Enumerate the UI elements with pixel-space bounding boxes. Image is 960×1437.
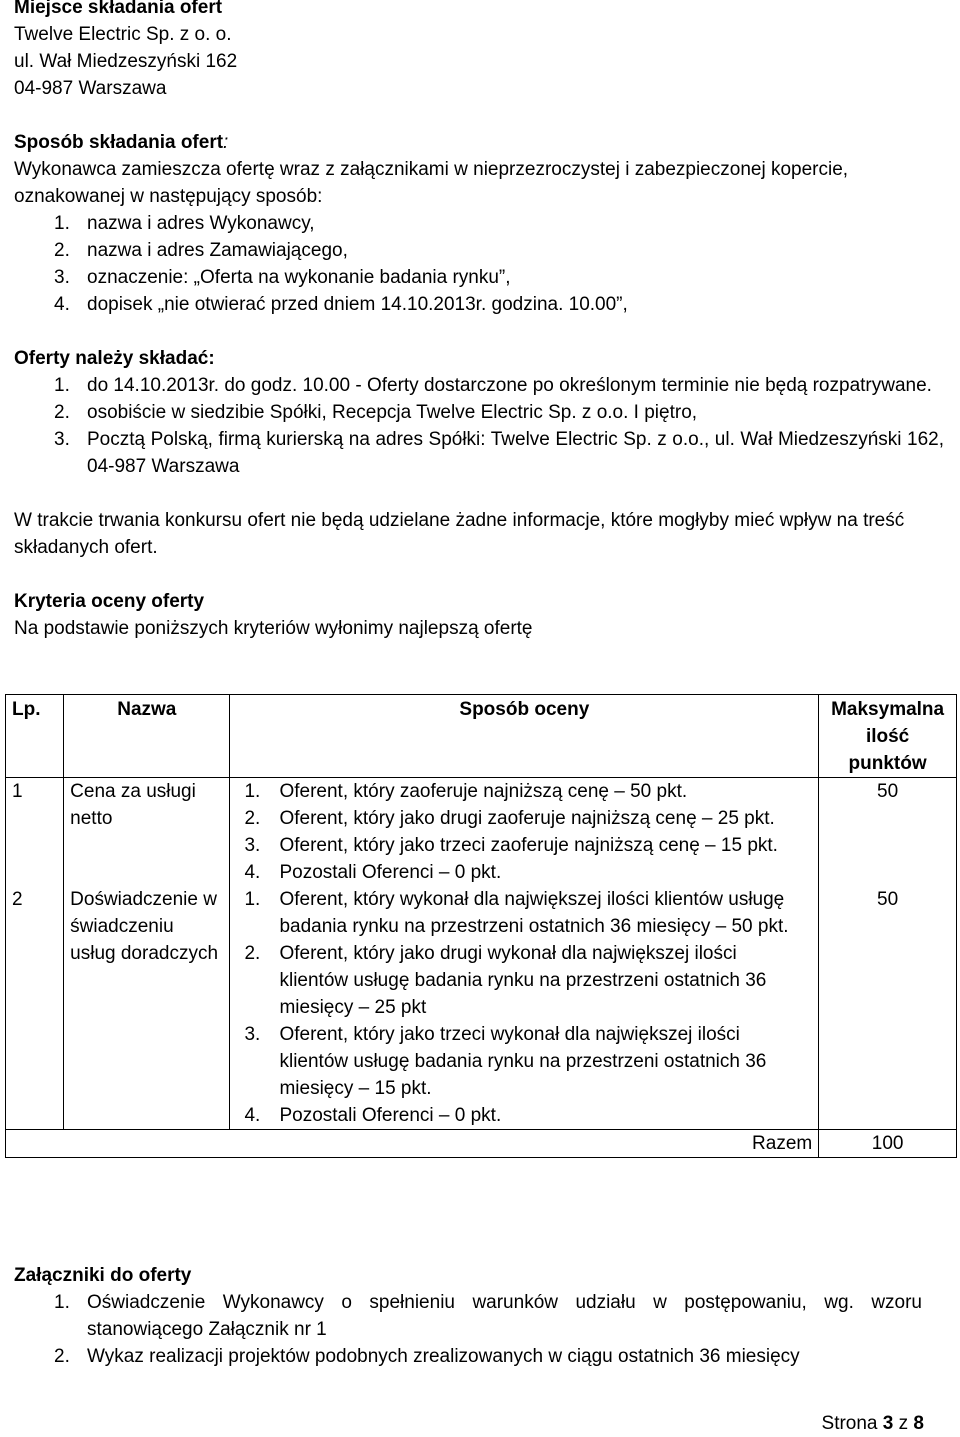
criteria-point: 1. Oferent, który zaoferuje najniższą cenę – 50 pkt.	[244, 781, 688, 802]
method-list-item: 2. nazwa i adres Zamawiającego,	[54, 240, 348, 261]
attachments-heading: Załączniki do oferty	[14, 1265, 192, 1286]
company-street: ul. Wał Miedzeszyński 162	[14, 51, 238, 72]
method-heading: Sposób składania ofert:	[14, 132, 229, 153]
col-method: Sposób oceny	[230, 695, 819, 778]
criteria-point: 3. Oferent, który jako trzeci zaoferuje najniższą cenę – 15 pkt.	[244, 835, 778, 856]
method-intro: Wykonawca zamieszcza ofertę wraz z załącznikami w nieprzezroczystej i zabezpieczonej kopercie, oznakowanej w następujący sposób:	[14, 159, 849, 207]
criteria-lp: 2	[6, 886, 64, 1130]
notice-text: W trakcie trwania konkursu ofert nie będą udzielane żadne informacje, które mogłyby mieć wpływ na treść składanych ofert.	[14, 510, 905, 558]
document-page	[14, 0, 944, 642]
submit-list-item: 2. osobiście w siedzibie Spółki, Recepcja Twelve Electric Sp. z o.o. I piętro,	[54, 402, 698, 423]
criteria-name: Cena za usługi netto	[64, 778, 230, 887]
criteria-method	[230, 886, 819, 1130]
total-row	[6, 1130, 957, 1158]
total-value: 100	[819, 1130, 957, 1158]
criteria-max-points: 50	[819, 778, 957, 887]
criteria-point: 3. Oferent, który jako trzeci wykonał dla największej ilości klientów usługę badania rynku na przestrzeni ostatnich 36 miesięcy – 15 pkt.	[244, 1024, 767, 1099]
col-name: Nazwa	[64, 695, 230, 778]
criteria-point: 4. Pozostali Oferenci – 0 pkt.	[244, 862, 502, 883]
criteria-point: 2. Oferent, który jako drugi wykonał dla największej ilości klientów usługę badania rynku na przestrzeni ostatnich 36 miesięcy – 25 pkt	[244, 943, 767, 1018]
place-heading: Miejsce składania ofert	[14, 0, 223, 18]
criteria-intro: Na podstawie poniższych kryteriów wyłonimy najlepszą ofertę	[14, 618, 533, 639]
criteria-row	[6, 886, 957, 1130]
criteria-name: Doświadczenie w świadczeniu usług doradczych	[64, 886, 230, 1130]
submit-heading: Oferty należy składać:	[14, 348, 215, 369]
method-list	[14, 210, 944, 318]
attachment-list-item: 1. Oświadczenie Wykonawcy o spełnieniu warunków udziału w postępowaniu, wg. wzoru stanowiącego Załącznik nr 1	[54, 1292, 922, 1340]
criteria-point: 4. Pozostali Oferenci – 0 pkt.	[244, 1105, 502, 1126]
page-footer: Strona 3 z 8	[821, 1413, 924, 1434]
col-lp: Lp.	[6, 695, 64, 778]
company-city: 04-987 Warszawa	[14, 78, 167, 99]
total-label: Razem	[230, 1130, 819, 1158]
criteria-method	[230, 778, 819, 887]
method-list-item: 1. nazwa i adres Wykonawcy,	[54, 213, 315, 234]
company-name: Twelve Electric Sp. z o. o.	[14, 24, 232, 45]
attachments-list	[14, 1289, 922, 1370]
method-list-item: 3. oznaczenie: „Oferta na wykonanie badania rynku”,	[54, 267, 511, 288]
col-max: Maksymalna ilość punktów	[819, 695, 957, 778]
criteria-table	[5, 694, 957, 1158]
attachment-list-item: 2. Wykaz realizacji projektów podobnych zrealizowanych w ciągu ostatnich 36 miesięcy	[54, 1346, 800, 1367]
criteria-point: 2. Oferent, który jako drugi zaoferuje najniższą cenę – 25 pkt.	[244, 808, 775, 829]
criteria-row	[6, 778, 957, 887]
method-list-item: 4. dopisek „nie otwierać przed dniem 14.10.2013r. godzina. 10.00”,	[54, 294, 628, 315]
criteria-header-row	[6, 695, 957, 778]
criteria-heading: Kryteria oceny oferty	[14, 591, 205, 612]
submit-list-item: 1. do 14.10.2013r. do godz. 10.00 - Oferty dostarczone po określonym terminie nie będą rozpatrywane.	[54, 375, 932, 396]
attachments-section	[14, 1262, 922, 1370]
submit-list-item: 3. Pocztą Polską, firmą kurierską na adres Spółki: Twelve Electric Sp. z o.o., ul. Wał Miedzeszyński 162, 04-987 Warszawa	[54, 429, 944, 477]
criteria-max-points: 50	[819, 886, 957, 1130]
submit-list	[14, 372, 944, 480]
criteria-lp: 1	[6, 778, 64, 887]
criteria-point: 1. Oferent, który wykonał dla największej ilości klientów usługę badania rynku na przestrzeni ostatnich 36 miesięcy – 50 pkt.	[244, 889, 789, 937]
